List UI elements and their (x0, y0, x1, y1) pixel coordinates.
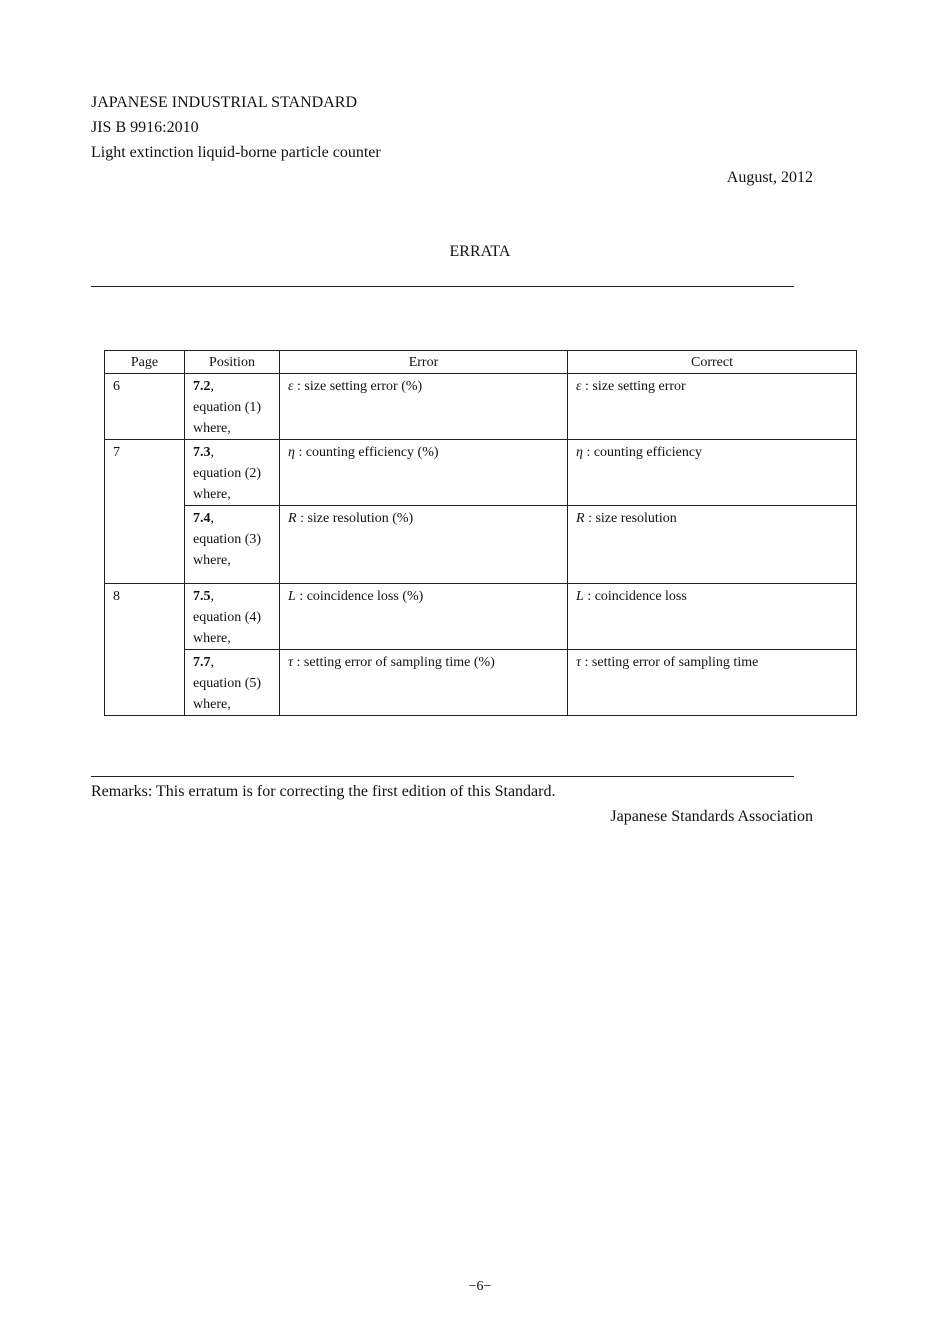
correct-text: counting efficiency (593, 445, 703, 460)
correct-text: setting error of sampling time (591, 655, 759, 670)
clause-number: 7.7 (193, 655, 211, 670)
header-position: Position (185, 351, 280, 374)
error-text: coincidence loss (%) (306, 589, 424, 604)
correct-text: size resolution (595, 511, 677, 526)
position-cell: 7.2, equation (1) where, (185, 374, 280, 440)
error-cell: η : counting efficiency (%) (280, 440, 568, 506)
error-text: size setting error (%) (304, 379, 423, 394)
symbol: L (288, 589, 296, 604)
divider-top (91, 286, 794, 287)
standard-label: JAPANESE INDUSTRIAL STANDARD (91, 94, 357, 111)
page-cell: 7 (105, 440, 185, 584)
correct-cell: τ : setting error of sampling time (568, 650, 857, 716)
position-cell: 7.4, equation (3) where, (185, 506, 280, 584)
errata-table (104, 350, 857, 716)
correct-cell: L : coincidence loss (568, 584, 857, 650)
position-cell: 7.5, equation (4) where, (185, 584, 280, 650)
symbol: η (288, 445, 295, 460)
correct-text: size setting error (592, 379, 686, 394)
where-label: where, (193, 697, 231, 712)
symbol: η (576, 445, 583, 460)
correct-cell: η : counting efficiency (568, 440, 857, 506)
table-row (105, 584, 857, 650)
page-number: −6− (468, 1279, 492, 1294)
standard-number: JIS B 9916:2010 (91, 119, 199, 136)
position-cell: 7.3, equation (2) where, (185, 440, 280, 506)
where-label: where, (193, 553, 231, 568)
publisher: Japanese Standards Association (610, 808, 813, 825)
symbol: τ (576, 655, 582, 670)
symbol: τ (288, 655, 294, 670)
where-label: where, (193, 421, 231, 436)
clause-number: 7.4 (193, 511, 211, 526)
error-text: setting error of sampling time (%) (303, 655, 495, 670)
symbol: ε (576, 379, 582, 394)
error-cell: R : size resolution (%) (280, 506, 568, 584)
table-row (105, 374, 857, 440)
equation-label: equation (2) (193, 466, 262, 481)
page-cell: 8 (105, 584, 185, 716)
header-correct: Correct (568, 351, 857, 374)
correct-cell: R : size resolution (568, 506, 857, 584)
error-cell: ε : size setting error (%) (280, 374, 568, 440)
symbol: ε (288, 379, 294, 394)
page-cell: 6 (105, 374, 185, 440)
error-text: counting efficiency (%) (305, 445, 439, 460)
table-row (105, 440, 857, 506)
header-error: Error (280, 351, 568, 374)
table-header-row (105, 351, 857, 374)
equation-label: equation (5) (193, 676, 262, 691)
standard-title: Light extinction liquid-borne particle counter (91, 144, 381, 161)
header-page: Page (105, 351, 185, 374)
equation-label: equation (1) (193, 400, 262, 415)
correct-text: coincidence loss (594, 589, 687, 604)
table-row (105, 506, 857, 584)
clause-number: 7.5 (193, 589, 211, 604)
symbol: R (576, 511, 585, 526)
error-cell: τ : setting error of sampling time (%) (280, 650, 568, 716)
table-row (105, 650, 857, 716)
equation-label: equation (3) (193, 532, 262, 547)
divider-bottom (91, 776, 794, 777)
symbol: R (288, 511, 297, 526)
clause-number: 7.3 (193, 445, 211, 460)
error-text: size resolution (%) (307, 511, 414, 526)
where-label: where, (193, 631, 231, 646)
where-label: where, (193, 487, 231, 502)
error-cell: L : coincidence loss (%) (280, 584, 568, 650)
issue-date: August, 2012 (726, 169, 813, 186)
symbol: L (576, 589, 584, 604)
clause-number: 7.2 (193, 379, 211, 394)
page-title: ERRATA (449, 243, 511, 260)
position-cell: 7.7, equation (5) where, (185, 650, 280, 716)
correct-cell: ε : size setting error (568, 374, 857, 440)
equation-label: equation (4) (193, 610, 262, 625)
remarks: Remarks: This erratum is for correcting the first edition of this Standard. (91, 783, 556, 800)
